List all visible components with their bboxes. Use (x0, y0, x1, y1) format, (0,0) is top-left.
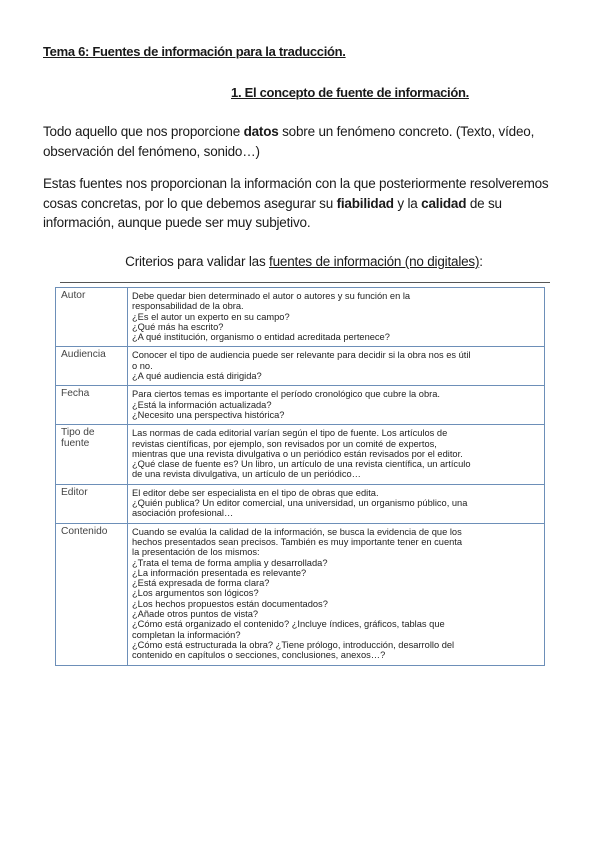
section-title: 1. El concepto de fuente de información. (231, 85, 469, 100)
description-line: asociación profesional… (132, 508, 234, 519)
description-line: ¿Qué más ha escrito? (132, 321, 224, 332)
description-line: ¿Los hechos propuestos están documentados? (132, 598, 328, 609)
criterion-description (128, 347, 545, 386)
description-line: mientras que una revista divulgativa o un periódico están revisados por el editor. (132, 448, 463, 459)
criterion-description (128, 425, 545, 484)
paragraph-text: Todo aquello que nos proporcione (43, 124, 244, 139)
description-line: ¿Qué clase de fuente es? Un libro, un artículo de una revista científica, un artículo (132, 459, 471, 470)
bold-term-calidad: calidad (421, 195, 467, 211)
table-row (56, 288, 545, 347)
description-line: hechos presentados sean precisos. También es muy importante tener en cuenta (132, 536, 463, 547)
description-line: ¿A qué institución, organismo o entidad acreditada pertenece? (132, 332, 390, 343)
criterion-description (128, 386, 545, 425)
description-line: responsabilidad de la obra. (132, 301, 244, 312)
description-line: Debe quedar bien determinado el autor o autores y su función en la (132, 291, 411, 301)
criterion-label: Audiencia (56, 347, 128, 386)
description-line: la presentación de los mismos: (132, 547, 260, 558)
caption-text: Criterios para validar las (125, 254, 270, 269)
criteria-table-container (55, 287, 545, 666)
description-line: ¿Cómo está organizado el contenido? ¿Incluye índices, gráficos, tablas que (132, 619, 445, 630)
description-line: ¿Está la información actualizada? (132, 399, 272, 410)
paragraph-text: sobre un fenómeno concreto. (Texto, vídeo, observación del fenómeno, sonido…) (43, 124, 535, 159)
description-line: ¿Cómo está estructurada la obra? ¿Tiene prólogo, introducción, desarrollo del (132, 639, 455, 650)
caption-underlined: fuentes de información (no digitales) (269, 254, 480, 269)
paragraph-definition (43, 122, 563, 161)
table-row (56, 523, 545, 665)
description-line: ¿Trata el tema de forma amplia y desarrollada? (132, 557, 328, 568)
caption-text: : (479, 254, 483, 269)
criterion-label: Contenido (56, 523, 128, 665)
description-line: Las normas de cada editorial varían según el tipo de fuente. Los artículos de (132, 428, 448, 439)
paragraph-text: de su información, aunque puede ser muy subjetivo. (43, 195, 502, 230)
description-line: revistas científicas, por ejemplo, son revisados por un comité de expertos, (132, 438, 437, 449)
criterion-description (128, 288, 545, 347)
description-line: ¿Necesito una perspectiva histórica? (132, 409, 285, 420)
description-line: Conocer el tipo de audiencia puede ser relevante para decidir si la obra nos es útil (132, 350, 471, 361)
description-line: ¿Añade otros puntos de vista? (132, 609, 259, 620)
table-row (56, 425, 545, 484)
description-line: Cuando se evalúa la calidad de la información, se busca la evidencia de que los (132, 526, 462, 537)
paragraph-sources (43, 174, 563, 233)
description-line: contenido en capítulos o secciones, conclusiones, anexos…? (132, 650, 386, 661)
description-line: ¿Los argumentos son lógicos? (132, 588, 259, 599)
criterion-label: Fecha (56, 386, 128, 425)
criterion-label: Editor (56, 484, 128, 523)
bold-term-fiabilidad: fiabilidad (336, 195, 394, 211)
description-line: completan la información? (132, 629, 241, 640)
description-line: ¿Es el autor un experto en su campo? (132, 311, 290, 322)
table-row (56, 484, 545, 523)
description-line: ¿La información presentada es relevante? (132, 567, 307, 578)
bold-term-datos: datos (243, 124, 279, 139)
criterion-description (128, 523, 545, 665)
criteria-table (55, 287, 545, 666)
criterion-description (128, 484, 545, 523)
criterion-label: Tipo de fuente (56, 425, 128, 484)
paragraph-text: y la (393, 195, 422, 211)
paragraph-text: Estas fuentes nos proporcionan la información con la que posteriormente resolveremos cosas concretas, por lo que debemos asegurar su (43, 176, 549, 211)
criterion-label: Autor (56, 288, 128, 347)
description-line: ¿Quién publica? Un editor comercial, una universidad, un organismo público, una (132, 498, 468, 509)
table-row (56, 347, 545, 386)
table-caption (0, 254, 600, 269)
table-top-rule (60, 282, 550, 283)
description-line: ¿A qué audiencia está dirigida? (132, 371, 262, 382)
document-title: Tema 6: Fuentes de información para la traducción. (43, 44, 346, 59)
description-line: Para ciertos temas es importante el período cronológico que cubre la obra. (132, 389, 441, 400)
table-row (56, 386, 545, 425)
description-line: ¿Está expresada de forma clara? (132, 578, 270, 589)
description-line: El editor debe ser especialista en el tipo de obras que edita. (132, 487, 379, 498)
description-line: de una revista divulgativa, un artículo de un periódico… (132, 469, 361, 480)
description-line: o no. (132, 360, 153, 371)
